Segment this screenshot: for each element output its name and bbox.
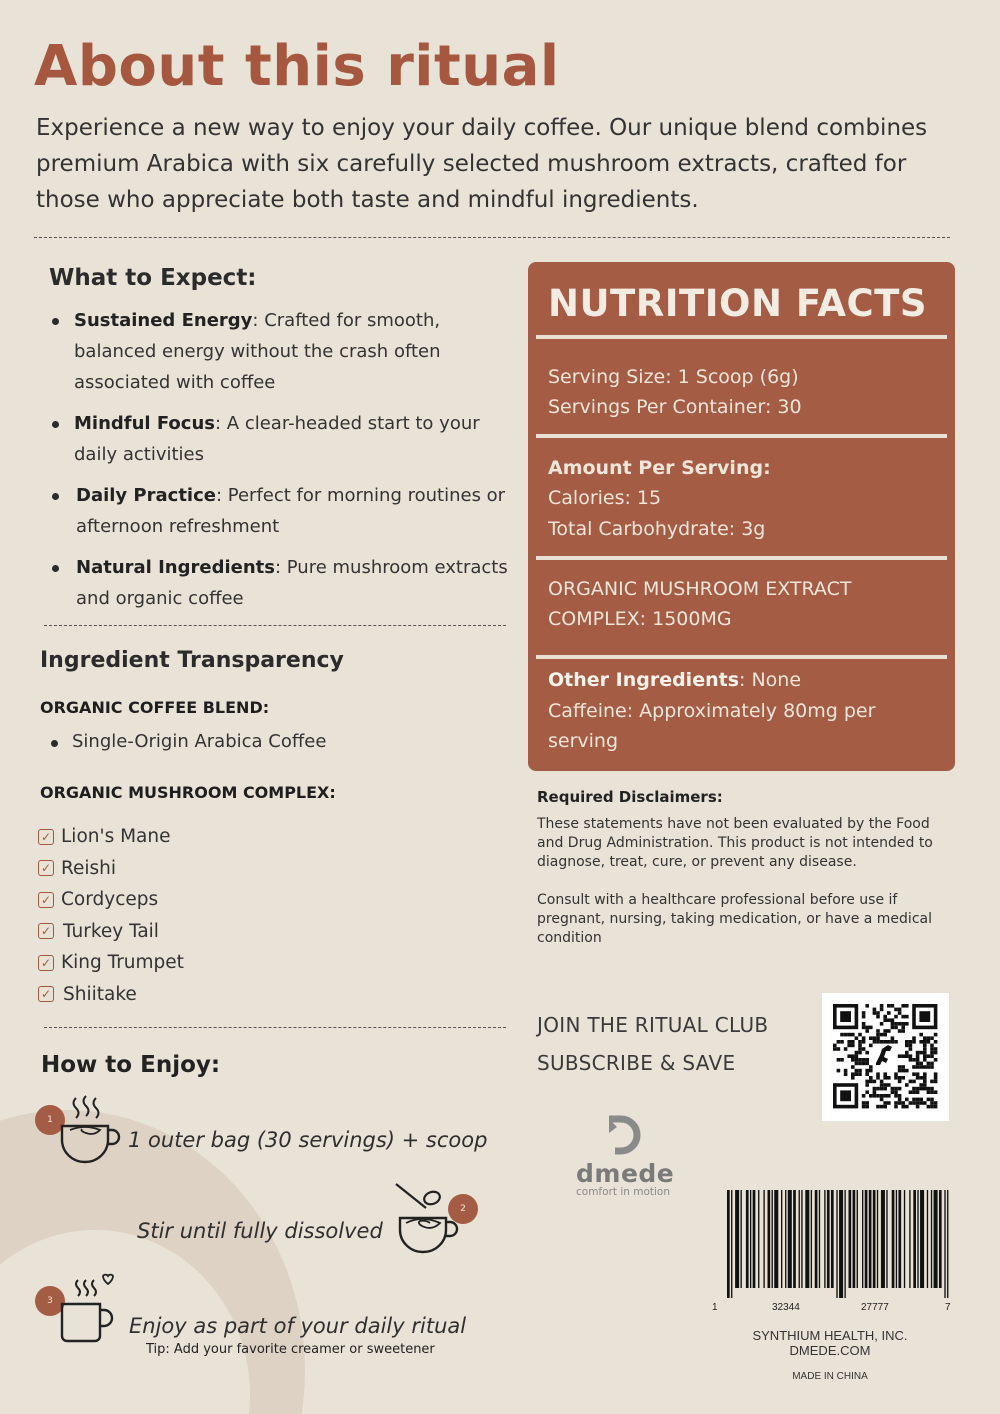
divider: [44, 625, 506, 626]
disclaimer-line: These statements have not been evaluated by the Food: [537, 816, 930, 832]
extract-complex-line1: ORGANIC MUSHROOM EXTRACT: [548, 578, 852, 600]
expect-term: Natural Ingredients: [76, 557, 275, 578]
nutrition-rule: [536, 335, 947, 339]
mushroom-name: Turkey Tail: [63, 920, 159, 942]
step-number-badge: 1: [35, 1105, 65, 1135]
disclaimer-line: condition: [537, 930, 602, 946]
list-item: [50, 305, 510, 398]
disclaimer-line: and Drug Administration. This product is not intended to: [537, 835, 933, 851]
intro-paragraph: Experience a new way to enjoy your daily coffee. Our unique blend combines premium Arabica with six carefully selected mushroom extracts, crafted for those who appreciate both taste and mindful ingredients.: [36, 115, 928, 213]
servings-per-container: Servings Per Container: 30: [548, 396, 802, 418]
ingredients-heading: Ingredient Transparency: [40, 648, 344, 673]
coffee-cup-icon: [56, 1094, 122, 1166]
list-item: [50, 408, 510, 470]
mushroom-list: [38, 821, 184, 1010]
disclaimers-heading: Required Disclaimers:: [537, 788, 723, 806]
expect-term: Sustained Energy: [74, 310, 253, 331]
expect-text: : A clear-headed start to your daily activities: [74, 413, 480, 465]
nutrition-panel: [528, 262, 955, 771]
join-club-text: JOIN THE RITUAL CLUB: [537, 1013, 769, 1037]
nutrition-rule: [536, 556, 947, 560]
expect-term: Daily Practice: [76, 485, 216, 506]
checkbox-icon: ✓: [38, 829, 54, 845]
mushroom-complex-heading: ORGANIC MUSHROOM COMPLEX:: [40, 783, 336, 802]
barcode-icon: [727, 1190, 953, 1298]
list-item: [50, 480, 510, 542]
expect-text: : Perfect for morning routines or afternoon refreshment: [76, 485, 506, 537]
amount-per-serving: Amount Per Serving:: [548, 457, 771, 479]
expect-list: [50, 305, 510, 624]
step-text: Stir until fully dissolved: [137, 1219, 383, 1243]
list-item: [50, 552, 510, 614]
expect-heading: What to Expect:: [49, 265, 257, 291]
list-item: [38, 884, 184, 916]
extract-complex-line2: COMPLEX: 1500MG: [548, 608, 732, 630]
brand-logo: [576, 1115, 676, 1198]
divider: [44, 1027, 506, 1028]
company-name: SYNTHIUM HEALTH, INC.: [752, 1328, 908, 1343]
calories: Calories: 15: [548, 487, 662, 509]
brand-name: dmede: [576, 1159, 675, 1188]
qr-code-icon[interactable]: [822, 993, 949, 1121]
coffee-blend-heading: ORGANIC COFFEE BLEND:: [40, 698, 270, 717]
list-item: [38, 821, 184, 853]
expect-text: : Pure mushroom extracts and organic coffee: [76, 557, 508, 609]
checkbox-icon: ✓: [38, 860, 54, 876]
how-to-heading: [41, 1052, 220, 1078]
disclaimer-line: diagnose, treat, cure, or prevent any disease.: [537, 854, 857, 870]
caffeine-line1: Caffeine: Approximately 80mg per: [548, 700, 876, 722]
disclaimer-line: Consult with a healthcare professional before use if: [537, 892, 898, 908]
list-item: [38, 979, 184, 1011]
expect-term: Mindful Focus: [74, 413, 215, 434]
barcode-digit: 32344: [772, 1302, 800, 1313]
other-ingredients-value: : None: [739, 669, 802, 691]
barcode-digit: 27777: [861, 1302, 889, 1313]
mushroom-name: Reishi: [61, 857, 117, 879]
disclaimer-paragraph: [537, 815, 947, 872]
checkbox-icon: ✓: [38, 923, 54, 939]
qr-code-graphic: [822, 993, 949, 1121]
nutrition-rule: [536, 434, 947, 438]
barcode-digit: 7: [945, 1302, 951, 1313]
list-item: [38, 947, 184, 979]
dmede-logo-icon: [603, 1115, 643, 1155]
carbohydrate: Total Carbohydrate: 3g: [548, 518, 766, 540]
mushroom-name: Shiitake: [63, 983, 137, 1005]
page-title: About this ritual: [34, 34, 560, 99]
other-ingredients-term: Other Ingredients: [548, 669, 740, 691]
caffeine-line2: serving: [548, 730, 619, 752]
how-to-heading-text: How to Enjoy:: [41, 1052, 221, 1078]
mushroom-name: Cordyceps: [61, 889, 159, 911]
nutrition-title: NUTRITION FACTS: [548, 282, 928, 325]
made-in: MADE IN CHINA: [792, 1371, 868, 1382]
list-item: [38, 916, 184, 948]
nutrition-rule: [536, 655, 947, 659]
step-text: 1 outer bag (30 servings) + scoop: [128, 1128, 488, 1152]
barcode-digit: 1: [712, 1302, 718, 1313]
subscribe-save-text: SUBSCRIBE & SAVE: [537, 1051, 736, 1075]
mushroom-name: Lion's Mane: [61, 826, 171, 848]
company-website: DMEDE.COM: [789, 1343, 871, 1358]
expect-text: : Crafted for smooth, balanced energy without the crash often associated with coffee: [74, 310, 441, 393]
disclaimer-line: pregnant, nursing, taking medication, or have a medical: [537, 911, 932, 927]
step-text: Enjoy as part of your daily ritual: [129, 1314, 467, 1338]
disclaimer-paragraph: [537, 891, 947, 948]
list-item: [38, 853, 184, 885]
brand-tagline: comfort in motion: [576, 1186, 670, 1198]
divider: [34, 237, 950, 238]
step-number-badge: 2: [448, 1194, 478, 1224]
other-ingredients: [548, 665, 801, 696]
checkbox-icon: ✓: [38, 955, 54, 971]
step-number-badge: 3: [35, 1286, 65, 1316]
mug-heart-icon: [56, 1272, 116, 1354]
coffee-item: Single-Origin Arabica Coffee: [40, 731, 1000, 752]
tip-text: Tip: Add your favorite creamer or sweetener: [146, 1342, 435, 1357]
checkbox-icon: ✓: [38, 892, 54, 908]
mushroom-name: King Trumpet: [61, 952, 184, 974]
serving-size: Serving Size: 1 Scoop (6g): [548, 366, 799, 388]
checkbox-icon: ✓: [38, 986, 54, 1002]
